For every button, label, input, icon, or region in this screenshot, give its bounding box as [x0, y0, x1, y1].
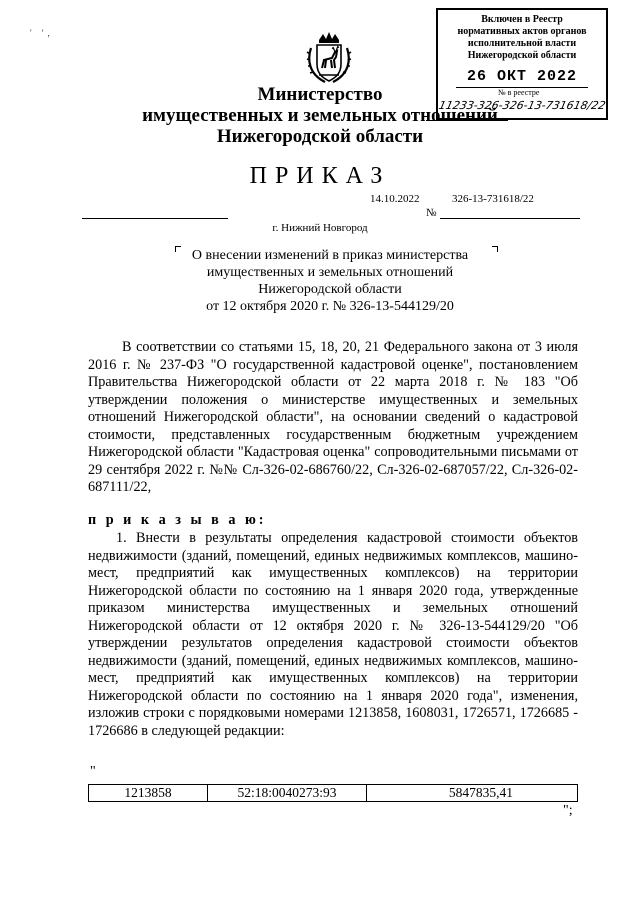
- document-type-title: ПРИКАЗ: [249, 163, 391, 189]
- preamble-paragraph: В соответствии со статьями 15, 18, 20, 21 Федерального закона от 3 июля 2016 г. № 237-ФЗ "О государственной кадастровой оценке", постановлением Правительства Нижегородской области от 22 марта 2018 г. № 183 "Об утверждении положения о министерстве имущественных и земельных отношений Нижегородской области", на основании сведений о кадастровой стоимости, представленных государственным бюджетным учреждением Нижегородской области "Кадастровая оценка" сопроводительными письмами от 29 сентября 2022 г. №№ Сл-326-02-686760/22, Сл-326-02-687057/22, Сл-326-02-687111/22,: [88, 339, 578, 495]
- stamp-line-4: Нижегородской области: [467, 50, 577, 61]
- cadastral-value-cell: 5847835,41: [367, 785, 578, 802]
- coat-of-arms-emblem: [305, 30, 353, 86]
- stamp-line-1: Включен в Реестр: [481, 14, 563, 25]
- order-command: п р и к а з ы в а ю:: [88, 512, 267, 528]
- handwritten-stroke: [426, 120, 508, 121]
- stamp-line-2: нормативных актов органов: [457, 26, 587, 37]
- number-underline: [440, 218, 580, 219]
- subject-line-3: Нижегородской области: [258, 282, 402, 297]
- ministry-line-2: имущественных и земельных отношений: [142, 105, 498, 126]
- row-number-cell: 1213858: [89, 785, 208, 802]
- document-subject: [160, 247, 500, 315]
- stamp-registry-label: № в реестре: [498, 88, 540, 97]
- ministry-heading: [140, 84, 500, 147]
- cadastral-number-cell: 52:18:0040273:93: [208, 785, 367, 802]
- document-number: 326-13-731618/22: [452, 193, 534, 205]
- stamp-line-3: исполнительной власти: [467, 38, 577, 49]
- ministry-line-3: Нижегородской области: [216, 126, 424, 147]
- subject-line-1: О внесении изменений в приказ министерства: [191, 248, 469, 263]
- cadastral-value-table: [88, 784, 578, 802]
- stamp-date: 26 ОКТ 2022: [466, 68, 578, 85]
- ministry-line-1: Министерство: [257, 84, 383, 105]
- scan-specks: ' ',: [30, 28, 54, 38]
- subject-line-4: от 12 октября 2020 г. № 326-13-544129/20: [206, 299, 454, 314]
- opening-quote: ": [90, 764, 96, 779]
- city-label: г. Нижний Новгород: [272, 222, 368, 234]
- stamp-registry-number: 11233-326-326-13-731618/22: [437, 99, 607, 112]
- clause-1-paragraph: 1. Внести в результаты определения кадастровой стоимости объектов недвижимости (зданий, помещений, единых недвижимых комплексов, машино-мест, предприятий как имущественных комплексов) на территории Нижегородской области по состоянию на 1 января 2020 года, утвержденные приказом министерства имущественных и земельных отношений Нижегородской области от 12 октября 2020 г. № 326-13-544129/20 "Об утверждении результатов определения кадастровой стоимости объектов недвижимости (зданий, помещений, единых недвижимых комплексов, машино-мест, предприятий как имущественных комплексов) на территории Нижегородской области по состоянию на 1 января 2020 года", изменения, изложив строки с порядковыми номерами 1213858, 1608031, 1726571, 1726685 - 1726686 в следующей редакции:: [88, 530, 578, 739]
- date-underline: [82, 218, 228, 219]
- table-row: [89, 785, 578, 802]
- document-date: 14.10.2022: [370, 193, 420, 205]
- subject-line-2: имущественных и земельных отношений: [206, 265, 454, 280]
- closing-quote: ";: [563, 803, 573, 818]
- number-sign: №: [426, 207, 437, 219]
